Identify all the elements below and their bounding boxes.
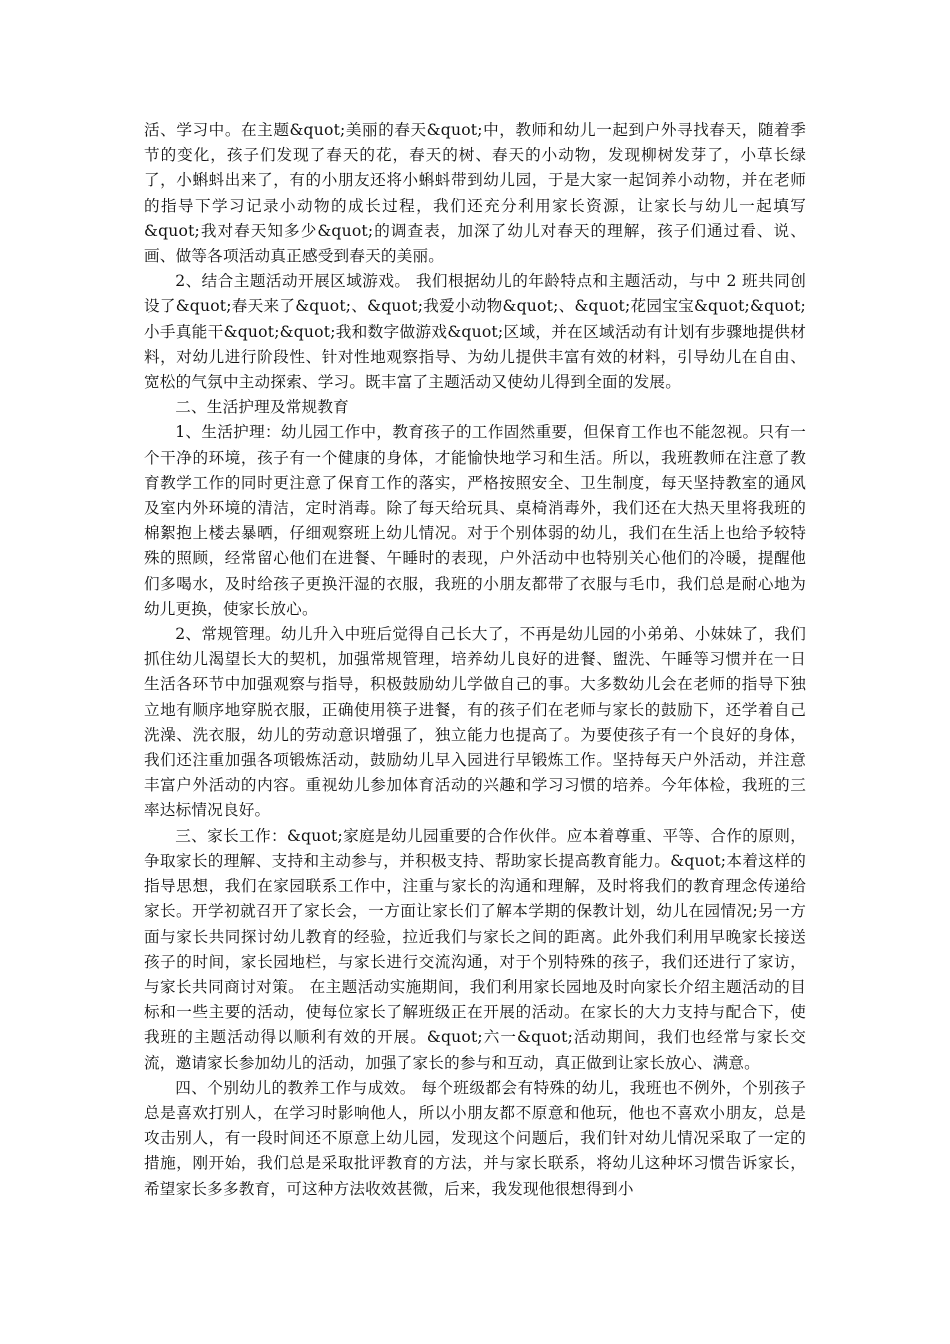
paragraph-spring-theme: 活、学习中。在主题&quot;美丽的春天&quot;中，教师和幼儿一起到户外寻找春天，随着季节的变化，孩子们发现了春天的花，春天的树、春天的小动物，发现柳树发芽了，小草长绿了，小蝌蚪出来了，有的小朋友还将小蝌蚪带到幼儿园，于是大家一起饲养小动物，并在老师的指导下学习记录小动物的成长过程，我们还充分利用家长资源，让家长与幼儿一起填写&quot;我对春天知多少&quot;的调查表，加深了幼儿对春天的理解，孩子们通过看、说、画、做等各项活动真正感受到春天的美丽。 <box>144 121 806 266</box>
section-heading-life-care: 二、生活护理及常规教育 <box>175 398 349 417</box>
paragraph-parent-work: 三、家长工作：&quot;家庭是幼儿园重要的合作伙伴。应本着尊重、平等、合作的原则，争取家长的理解、支持和主动参与，并积极支持、帮助家长提高教育能力。&quot;本着这样的指导思想，我们在家园联系工作中，注重与家长的沟通和理解，及时将我们的教育理念传递给家长。开学初就召开了家长会，一方面让家长们了解本学期的保教计划，幼儿在园情况;另一方面与家长共同探讨幼儿教育的经验，拉近我们与家长之间的距离。此外我们利用早晚家长接送孩子的时间，家长园地栏，与家长进行交流沟通，对于个别特殊的孩子，我们还进行了家访，与家长共同商讨对策。 在主题活动实施期间，我们利用家长园地及时向家长介绍主题活动的目标和一些主要的活动，使每位家长了解班级正在开展的活动。在家长的大力支持与配合下，使我班的主题活动得以顺利有效的开展。&quot;六一&quot;活动期间，我们也经常与家长交流，邀请家长参加幼儿的活动，加强了家长的参与和互动，真正做到让家长放心、满意。 <box>144 826 806 1072</box>
paragraph-individual-children: 四、个别幼儿的教养工作与成效。 每个班级都会有特殊的幼儿，我班也不例外，个别孩子总是喜欢打别人，在学习时影响他人，所以小朋友都不原意和他玩，他也不喜欢小朋友，总是攻击别人，有一段时间还不原意上幼儿园，发现这个问题后，我们针对幼儿情况采取了一定的措施，刚开始，我们总是采取批评教育的方法，并与家长联系，将幼儿这种坏习惯告诉家长，希望家长多多教育，可这种方法收效甚微，后来，我发现他很想得到小 <box>144 1078 806 1198</box>
paragraph-life-care: 1、生活护理：幼儿园工作中，教育孩子的工作固然重要，但保育工作也不能忽视。只有一个干净的环境，孩子有一个健康的身体，才能愉快地学习和生活。所以，我班教师在注意了教育教学工作的同时更注意了保育工作的落实，严格按照安全、卫生制度，每天坚持教室的通风及室内外环境的清洁，定时消毒。除了每天给玩具、桌椅消毒外，我们还在大热天里将我班的棉絮抱上楼去暴晒，仔细观察班上幼儿情况。对于个别体弱的幼儿，我们在生活上也给予较特殊的照顾，经常留心他们在进餐、午睡时的表现，户外活动中也特别关心他们的冷暖，提醒他们多喝水，及时给孩子更换汗湿的衣服，我班的小朋友都带了衣服与毛巾，我们总是耐心地为幼儿更换，使家长放心。 <box>144 423 806 618</box>
paragraph-area-games: 2、结合主题活动开展区域游戏。 我们根据幼儿的年龄特点和主题活动，与中 2 班共同创设了&quot;春天来了&quot;、&quot;我爱小动物&quot;、&quot;花园宝宝&quot;&quot;小手真能干&quot;&quot;我和数字做游戏&quot;区域，并在区域活动有计划有步骤地提供材料，对幼儿进行阶段性、针对性地观察指导、为幼儿提供丰富有效的材料，引导幼儿在自由、宽松的气氛中主动探索、学习。既丰富了主题活动又使幼儿得到全面的发展。 <box>144 272 806 392</box>
document-page <box>144 118 806 1202</box>
paragraph-routine-management: 2、常规管理。幼儿升入中班后觉得自己长大了，不再是幼儿园的小弟弟、小妹妹了，我们抓住幼儿渴望长大的契机，加强常规管理，培养幼儿良好的进餐、盥洗、午睡等习惯并在一日生活各环节中加强观察与指导，积极鼓励幼儿学做自己的事。大多数幼儿会在老师的指导下独立地有顺序地穿脱衣服，正确使用筷子进餐，有的孩子们在老师与家长的鼓励下，还学着自己洗澡、洗衣服，幼儿的劳动意识增强了，独立能力也提高了。为要使孩子有一个良好的身体，我们还注重加强各项锻炼活动，鼓励幼儿早入园进行早锻炼工作。坚持每天户外活动，并注意丰富户外活动的内容。重视幼儿参加体育活动的兴趣和学习习惯的培养。今年体检，我班的三率达标情况良好。 <box>144 625 806 820</box>
